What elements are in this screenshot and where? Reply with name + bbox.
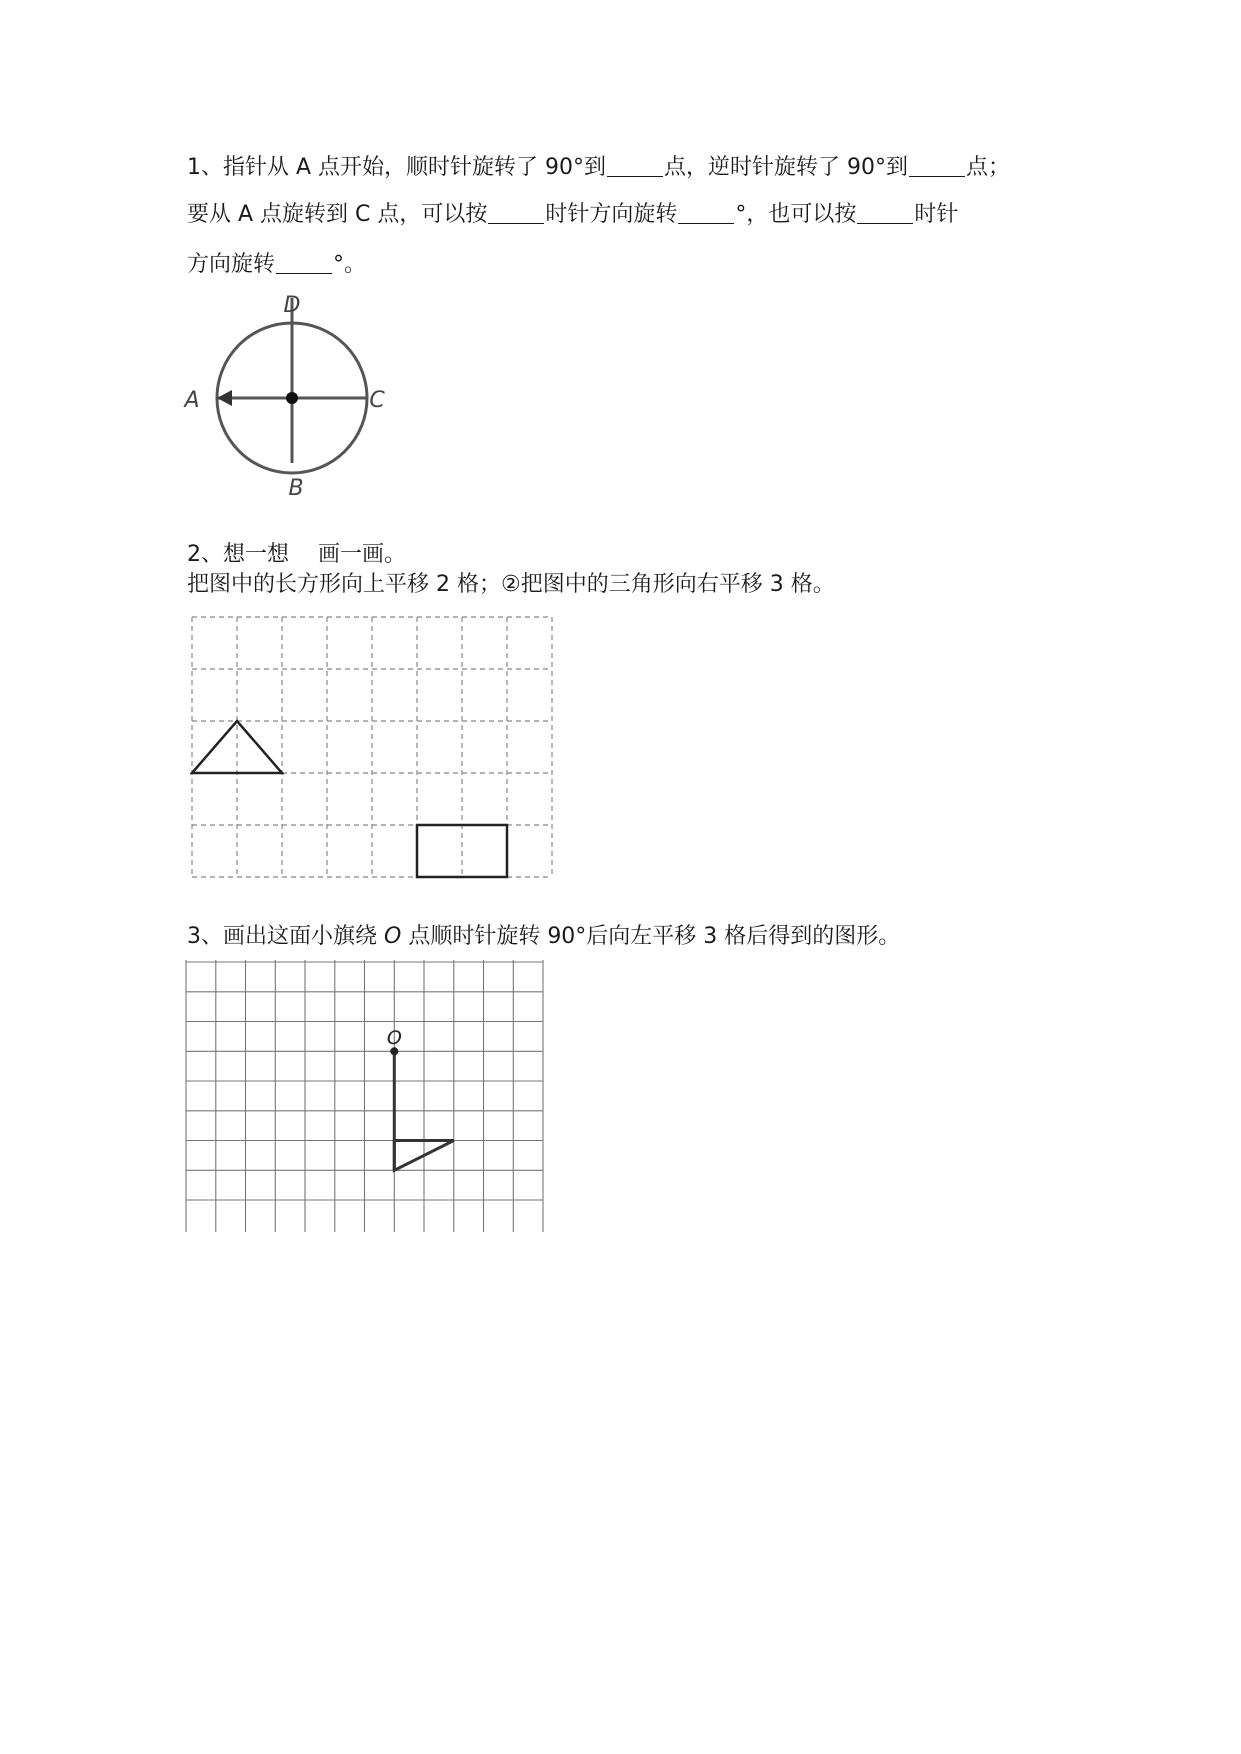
q1-text: 1、指针从 A 点开始，顺时针旋转了 90°到 [187, 155, 607, 180]
q1-text: 要从 A 点旋转到 C 点，可以按 [187, 202, 488, 227]
q1-line-2 [187, 200, 958, 230]
q2-title: 2、想一想 画一画。 [187, 542, 406, 567]
point-o-label: O [386, 1027, 402, 1049]
label-c: C [369, 388, 385, 413]
q1-text: °，也可以按 [735, 202, 857, 227]
q3-grid-figure [184, 960, 544, 1235]
q1-line-1 [187, 153, 1010, 183]
dashed-grid [192, 617, 552, 877]
q1-text: 点，逆时针旋转了 90°到 [664, 155, 909, 180]
q3-point-o: O [384, 924, 402, 949]
q1-text: 点； [966, 155, 1011, 180]
q1-dial-figure [180, 285, 410, 500]
q1-text: 时针 [914, 202, 959, 227]
q3-text-prefix: 3、画出这面小旗绕 [187, 924, 384, 949]
q1-text: 方向旋转 [187, 252, 276, 277]
dial-center-dot [286, 392, 298, 404]
answer-blank[interactable] [678, 203, 734, 224]
q1-text: °。 [333, 252, 367, 277]
label-b: B [288, 476, 304, 500]
answer-blank[interactable] [607, 156, 663, 177]
solid-grid [186, 960, 543, 1232]
pointer-arrow-icon [217, 390, 232, 406]
answer-blank[interactable] [276, 253, 332, 274]
q2-grid-figure [190, 615, 560, 890]
answer-blank[interactable] [857, 203, 913, 224]
q1-text: 时针方向旋转 [545, 202, 678, 227]
label-a: A [184, 388, 200, 413]
q1-line-3 [187, 250, 366, 280]
answer-blank[interactable] [909, 156, 965, 177]
q2-instruction: 把图中的长方形向上平移 2 格；②把图中的三角形向右平移 3 格。 [187, 572, 835, 597]
q3-text [187, 922, 900, 952]
q3-text-suffix: 点顺时针旋转 90°后向左平移 3 格后得到的图形。 [401, 924, 901, 949]
answer-blank[interactable] [488, 203, 544, 224]
label-d: D [283, 293, 301, 318]
